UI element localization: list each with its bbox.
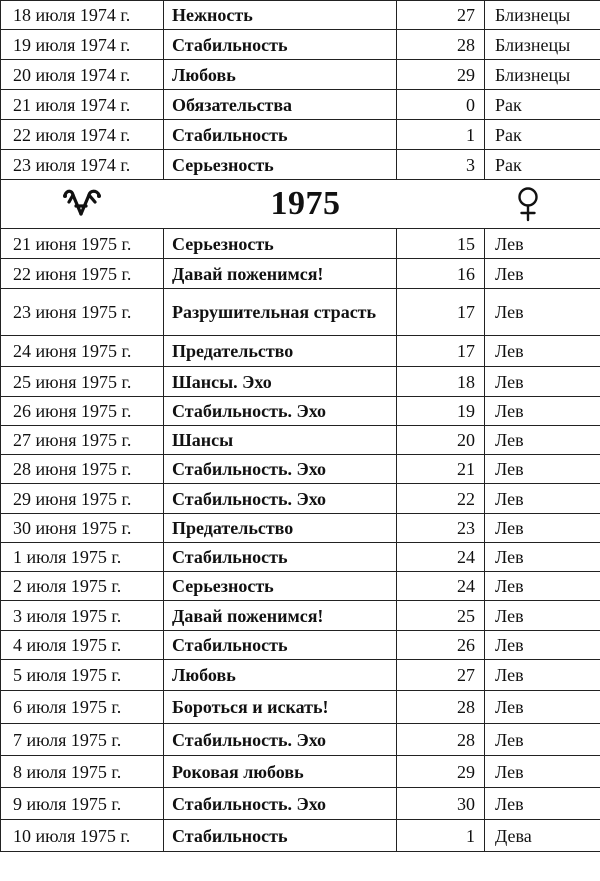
date-cell: 26 июня 1975 г. (1, 397, 164, 426)
degree-cell: 17 (397, 336, 485, 367)
table-row (1, 631, 600, 660)
table-row (1, 120, 600, 150)
meaning-cell: Шансы (164, 426, 397, 455)
table-row (1, 514, 600, 543)
degree-cell: 27 (397, 660, 485, 691)
meaning-cell: Стабильность (164, 120, 397, 150)
table-row (1, 150, 600, 180)
table-row (1, 756, 600, 788)
degree-cell: 27 (397, 1, 485, 30)
date-cell: 10 июля 1975 г. (1, 820, 164, 852)
table-body (1, 1, 600, 852)
table-row (1, 543, 600, 572)
degree-cell: 16 (397, 259, 485, 289)
table-row (1, 229, 600, 259)
degree-cell: 18 (397, 367, 485, 397)
sign-cell: Лев (485, 259, 600, 289)
sign-cell: Лев (485, 336, 600, 367)
degree-cell: 29 (397, 60, 485, 90)
table-row (1, 660, 600, 691)
sign-cell: Близнецы (485, 60, 600, 90)
degree-cell: 28 (397, 691, 485, 724)
date-cell: 23 июня 1975 г. (1, 289, 164, 336)
table-row (1, 788, 600, 820)
degree-cell: 19 (397, 397, 485, 426)
degree-cell: 3 (397, 150, 485, 180)
sign-cell: Лев (485, 788, 600, 820)
meaning-cell: Обязательства (164, 90, 397, 120)
date-cell: 18 июля 1974 г. (1, 1, 164, 30)
degree-cell: 24 (397, 572, 485, 601)
meaning-cell: Стабильность (164, 820, 397, 852)
date-cell: 7 июля 1975 г. (1, 724, 164, 756)
sign-cell: Лев (485, 514, 600, 543)
meaning-cell: Стабильность. Эхо (164, 788, 397, 820)
date-cell: 4 июля 1975 г. (1, 631, 164, 660)
sign-cell: Лев (485, 229, 600, 259)
sign-cell: Лев (485, 756, 600, 788)
table-row (1, 1, 600, 30)
table-row (1, 336, 600, 367)
year-header-row (1, 180, 600, 229)
sign-cell: Лев (485, 367, 600, 397)
sign-cell: Рак (485, 120, 600, 150)
sign-cell: Близнецы (485, 30, 600, 60)
table-row (1, 601, 600, 631)
meaning-cell: Стабильность (164, 30, 397, 60)
sign-cell: Лев (485, 543, 600, 572)
date-cell: 5 июля 1975 г. (1, 660, 164, 691)
date-cell: 21 июля 1974 г. (1, 90, 164, 120)
sign-cell: Лев (485, 724, 600, 756)
date-cell: 2 июля 1975 г. (1, 572, 164, 601)
date-cell: 3 июля 1975 г. (1, 601, 164, 631)
date-cell: 20 июля 1974 г. (1, 60, 164, 90)
table-row (1, 90, 600, 120)
degree-cell: 24 (397, 543, 485, 572)
sign-cell: Лев (485, 631, 600, 660)
table-row (1, 367, 600, 397)
meaning-cell: Стабильность. Эхо (164, 724, 397, 756)
degree-cell: 22 (397, 484, 485, 514)
date-cell: 23 июля 1974 г. (1, 150, 164, 180)
meaning-cell: Стабильность. Эхо (164, 397, 397, 426)
table-row (1, 572, 600, 601)
table-row (1, 397, 600, 426)
sign-cell: Лев (485, 397, 600, 426)
degree-cell: 17 (397, 289, 485, 336)
date-cell: 1 июля 1975 г. (1, 543, 164, 572)
meaning-cell: Предательство (164, 336, 397, 367)
venus-symbol-icon (506, 186, 550, 222)
sign-cell: Близнецы (485, 1, 600, 30)
degree-cell: 20 (397, 426, 485, 455)
degree-cell: 0 (397, 90, 485, 120)
year-header-cell (1, 180, 600, 229)
table-row (1, 259, 600, 289)
degree-cell: 1 (397, 120, 485, 150)
table-row (1, 30, 600, 60)
date-cell: 6 июля 1975 г. (1, 691, 164, 724)
meaning-cell: Стабильность (164, 543, 397, 572)
meaning-cell: Разрушительная страсть (164, 289, 397, 336)
date-cell: 25 июня 1975 г. (1, 367, 164, 397)
table-row (1, 484, 600, 514)
sign-cell: Лев (485, 572, 600, 601)
meaning-cell: Любовь (164, 60, 397, 90)
table-row (1, 426, 600, 455)
sign-cell: Лев (485, 289, 600, 336)
year-title: 1975 (270, 185, 341, 222)
degree-cell: 21 (397, 455, 485, 484)
sign-cell: Лев (485, 601, 600, 631)
date-cell: 27 июня 1975 г. (1, 426, 164, 455)
date-cell: 28 июня 1975 г. (1, 455, 164, 484)
degree-cell: 15 (397, 229, 485, 259)
meaning-cell: Давай поженимся! (164, 601, 397, 631)
mars-glyph-icon (61, 186, 105, 222)
degree-cell: 1 (397, 820, 485, 852)
degree-cell: 23 (397, 514, 485, 543)
meaning-cell: Нежность (164, 1, 397, 30)
meaning-cell: Серьезность (164, 150, 397, 180)
date-cell: 21 июня 1975 г. (1, 229, 164, 259)
meaning-cell: Серьезность (164, 229, 397, 259)
date-cell: 30 июня 1975 г. (1, 514, 164, 543)
meaning-cell: Давай поженимся! (164, 259, 397, 289)
degree-cell: 28 (397, 724, 485, 756)
meaning-cell: Шансы. Эхо (164, 367, 397, 397)
table-row (1, 455, 600, 484)
table-row (1, 691, 600, 724)
meaning-cell: Стабильность (164, 631, 397, 660)
date-cell: 22 июня 1975 г. (1, 259, 164, 289)
date-cell: 8 июля 1975 г. (1, 756, 164, 788)
meaning-cell: Стабильность. Эхо (164, 484, 397, 514)
table-row (1, 60, 600, 90)
table-row (1, 724, 600, 756)
sign-cell: Лев (485, 426, 600, 455)
date-cell: 22 июля 1974 г. (1, 120, 164, 150)
date-cell: 19 июля 1974 г. (1, 30, 164, 60)
table-row (1, 820, 600, 852)
date-cell: 29 июня 1975 г. (1, 484, 164, 514)
date-cell: 9 июля 1975 г. (1, 788, 164, 820)
degree-cell: 29 (397, 756, 485, 788)
degree-cell: 26 (397, 631, 485, 660)
meaning-cell: Роковая любовь (164, 756, 397, 788)
degree-cell: 28 (397, 30, 485, 60)
sign-cell: Дева (485, 820, 600, 852)
degree-cell: 30 (397, 788, 485, 820)
sign-cell: Рак (485, 90, 600, 120)
sign-cell: Лев (485, 691, 600, 724)
sign-cell: Лев (485, 660, 600, 691)
meaning-cell: Бороться и искать! (164, 691, 397, 724)
table-row (1, 289, 600, 336)
sign-cell: Лев (485, 455, 600, 484)
meaning-cell: Предательство (164, 514, 397, 543)
sign-cell: Рак (485, 150, 600, 180)
date-cell: 24 июня 1975 г. (1, 336, 164, 367)
meaning-cell: Серьезность (164, 572, 397, 601)
sign-cell: Лев (485, 484, 600, 514)
meaning-cell: Любовь (164, 660, 397, 691)
meaning-cell: Стабильность. Эхо (164, 455, 397, 484)
degree-cell: 25 (397, 601, 485, 631)
